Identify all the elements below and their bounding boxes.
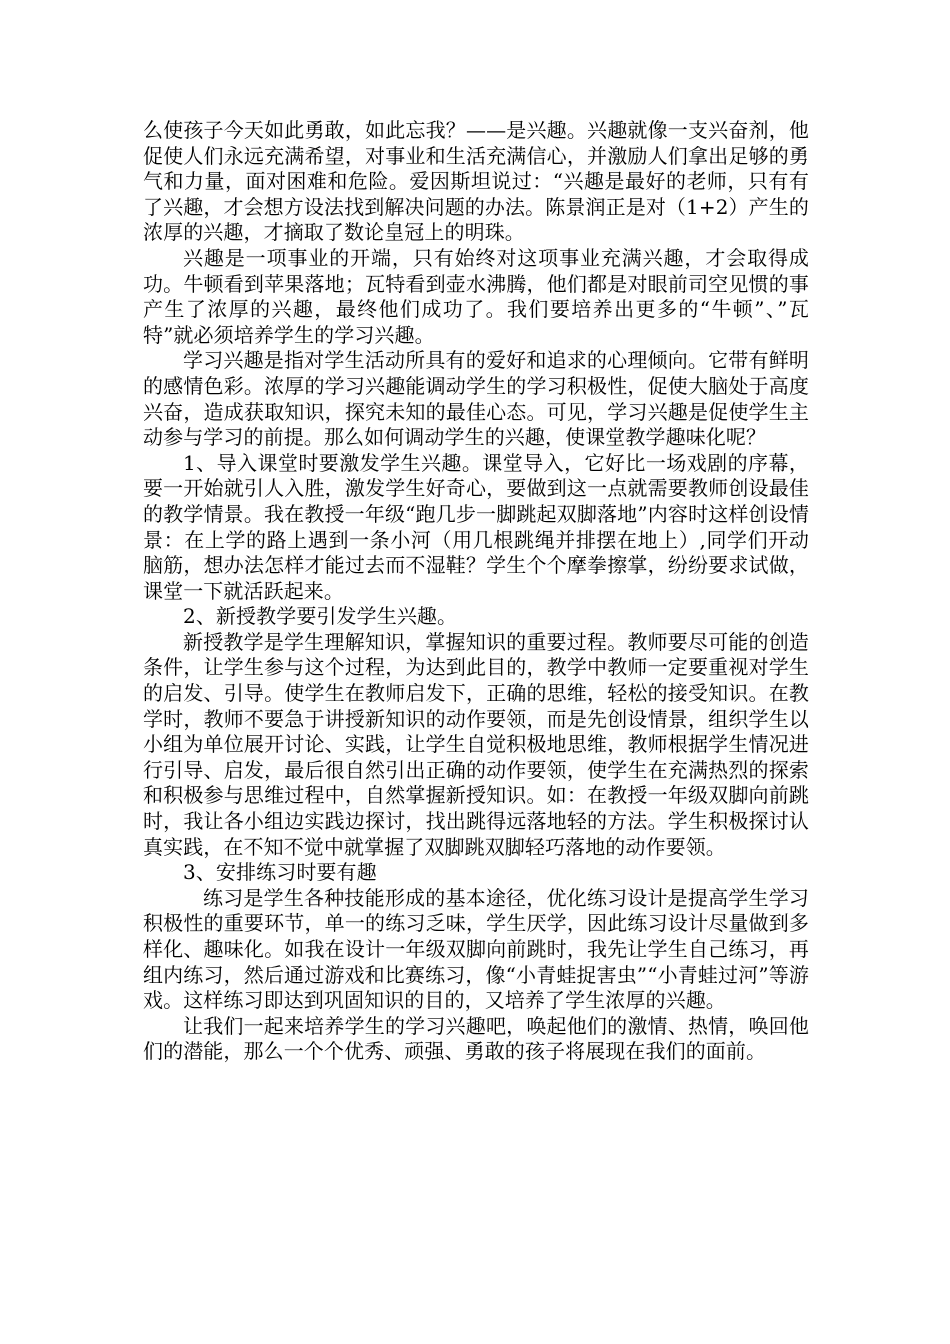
paragraph-conclusion: 让我们一起来培养学生的学习兴趣吧，唤起他们的激情、热情，唤回他们的潜能，那么一个个优秀、顽强、勇敢的孩子将展现在我们的面前。 [143, 1013, 809, 1064]
paragraph-continuation: 么使孩子今天如此勇敢，如此忘我？——是兴趣。兴趣就像一支兴奋剂，他促使人们永远充满希望，对事业和生活充满信心，并激励人们拿出足够的勇气和力量，面对困难和危险。爱因斯坦说过：“兴趣是最好的老师，只有有了兴趣，才会想方设法找到解决问题的办法。陈景润正是对（1+2）产生的浓厚的兴趣，才摘取了数论皇冠上的明珠。 [143, 118, 809, 245]
paragraph-practice: 练习是学生各种技能形成的基本途径，优化练习设计是提高学生学习积极性的重要环节，单一的练习乏味，学生厌学，因此练习设计尽量做到多样化、趣味化。如我在设计一年级双脚向前跳时，我先让学生自己练习，再组内练习，然后通过游戏和比赛练习，像“小青蛙捉害虫”“小青蛙过河”等游戏。这样练习即达到巩固知识的目的，又培养了学生浓厚的兴趣。 [143, 885, 809, 1013]
paragraph-new-teaching: 新授教学是学生理解知识，掌握知识的重要过程。教师要尽可能的创造条件，让学生参与这个过程，为达到此目的，教学中教师一定要重视对学生的启发、引导。使学生在教师启发下，正确的思维，轻松的接受知识。在教学时，教师不要急于讲授新知识的动作要领，而是先创设情景，组织学生以小组为单位展开讨论、实践，让学生自觉积极地思维，教师根据学生情况进行引导、启发，最后很自然引出正确的动作要领，使学生在充满热烈的探索和积极参与思维过程中，自然掌握新授知识。如：在教授一年级双脚向前跳时，我让各小组边实践边探讨，找出跳得远落地轻的方法。学生积极探讨认真实践，在不知不觉中就掌握了双脚跳双脚轻巧落地的动作要领。 [143, 629, 809, 859]
paragraph-learning-interest: 学习兴趣是指对学生活动所具有的爱好和追求的心理倾向。它带有鲜明的感情色彩。浓厚的学习兴趣能调动学生的学习积极性，促使大脑处于高度兴奋，造成获取知识，探究未知的最佳心态。可见，学习兴趣是促使学生主动参与学习的前提。那么如何调动学生的兴趣，使课堂教学趣味化呢？ [143, 348, 809, 450]
heading-point-2: 2、新授教学要引发学生兴趣。 [183, 604, 458, 629]
heading-point-3: 3、安排练习时要有趣 [183, 860, 377, 885]
paragraph-point-1: 1、导入课堂时要激发学生兴趣。课堂导入，它好比一场戏剧的序幕，要一开始就引人入胜，激发学生好奇心，要做到这一点就需要教师创设最佳的教学情景。我在教授一年级“跑几步一脚跳起双脚落地”内容时这样创设情景：在上学的路上遇到一条小河（用几根跳绳并排摆在地上）,同学们开动脑筋，想办法怎样才能过去而不湿鞋？学生个个摩拳擦掌，纷纷要求试做，课堂一下就活跃起来。 [143, 450, 809, 603]
paragraph-interest-start: 兴趣是一项事业的开端，只有始终对这项事业充满兴趣，才会取得成功。牛顿看到苹果落地；瓦特看到壶水沸腾，他们都是对眼前司空见惯的事产生了浓厚的兴趣，最终他们成功了。我们要培养出更多的“牛顿”、”瓦特”就必须培养学生的学习兴趣。 [143, 245, 809, 347]
document-page [143, 118, 809, 1065]
